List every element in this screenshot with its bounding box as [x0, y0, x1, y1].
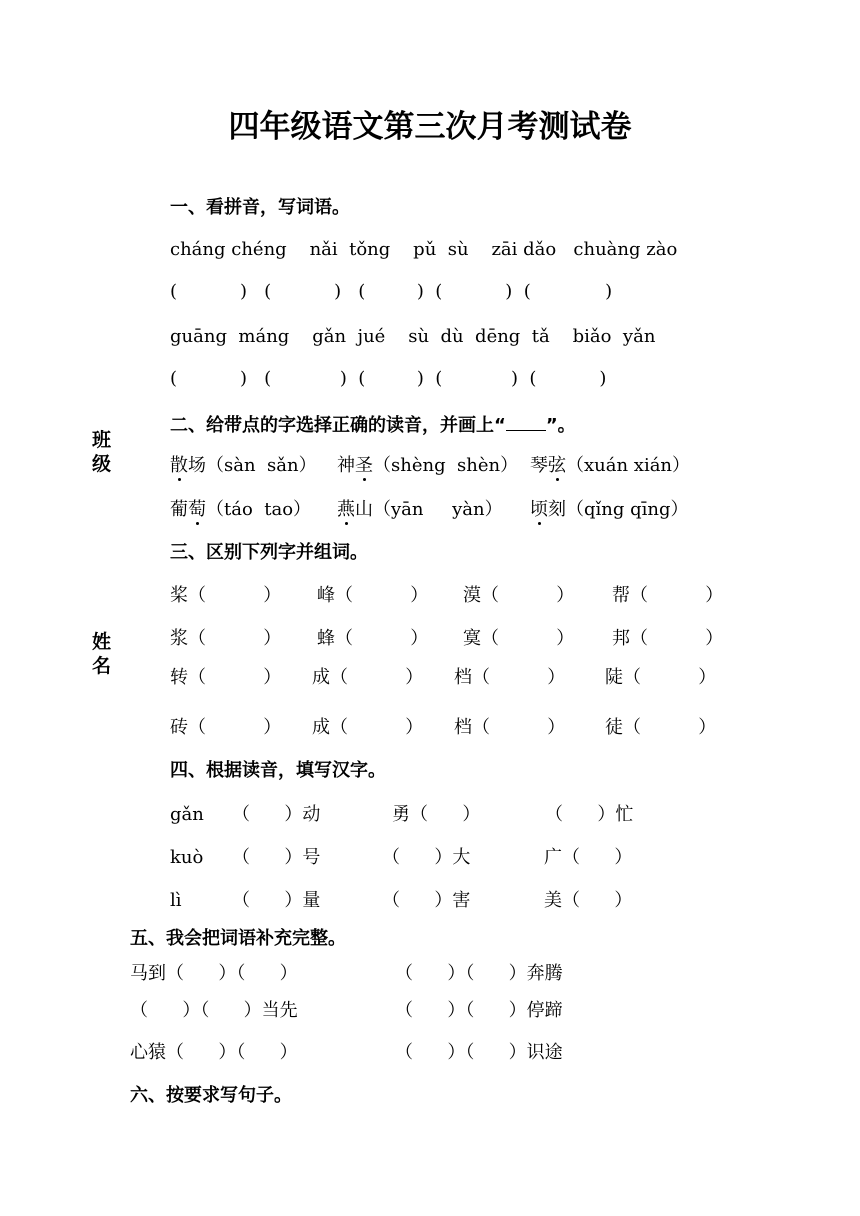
word-item[interactable]: 转（ ） — [170, 667, 282, 688]
word-item[interactable]: 帮（ ） — [612, 585, 724, 606]
hanzi-blank[interactable]: （ ）动 — [232, 804, 321, 825]
word-item[interactable]: 徒（ ） — [605, 717, 717, 738]
word-item[interactable]: 陡（ ） — [605, 667, 717, 688]
word-item[interactable]: 砖（ ） — [170, 717, 282, 738]
word-item[interactable]: 成（ ） — [312, 717, 424, 738]
section-2-heading — [170, 414, 576, 435]
pinyin-row: guāng máng gǎn jué sù dù dēng tǎ biǎo yǎn — [170, 326, 656, 347]
word-item[interactable]: 浆（ ） — [170, 628, 282, 649]
hanzi-blank[interactable]: （ ）号 — [232, 847, 321, 868]
word-item[interactable]: 邦（ ） — [612, 628, 724, 649]
answer-blanks-row[interactable]: ( ) ( ) ( ) ( ) ( ) — [170, 281, 613, 302]
reading-item[interactable]: 神圣（shèng shèn） — [337, 455, 519, 476]
class-label: 班级 — [92, 429, 112, 475]
reading-item[interactable]: 顷刻（qǐng qīng） — [530, 499, 689, 520]
dotted-char: 燕 — [337, 499, 355, 520]
section-1-heading: 一、看拼音，写词语。 — [170, 197, 350, 218]
answer-blanks-row[interactable]: ( ) ( ) ( ) ( ) ( ) — [170, 368, 607, 389]
idiom-item[interactable]: （ ）（ ）当先 — [130, 1000, 298, 1021]
pinyin-label: gǎn — [170, 804, 204, 825]
page-title: 四年级语文第三次月考测试卷 — [228, 109, 632, 145]
heading-text: ”。 — [545, 415, 576, 436]
heading-text: 二、给带点的字选择正确的读音，并画上“ — [170, 415, 506, 436]
idiom-item[interactable]: 心猿（ ）（ ） — [130, 1042, 298, 1063]
hanzi-blank[interactable]: 勇（ ） — [392, 804, 481, 825]
section-6-heading: 六、按要求写句子。 — [130, 1085, 292, 1106]
pinyin-label: kuò — [170, 847, 204, 868]
dotted-char: 顷 — [530, 499, 548, 520]
pinyin-row: cháng chéng nǎi tǒng pǔ sù zāi dǎo chuàng zào — [170, 239, 678, 260]
dotted-char: 散 — [170, 455, 188, 476]
hanzi-blank[interactable]: （ ）忙 — [545, 804, 634, 825]
section-4-heading: 四、根据读音，填写汉字。 — [170, 760, 386, 781]
name-label: 姓名 — [92, 631, 112, 677]
idiom-item[interactable]: （ ）（ ）停蹄 — [395, 1000, 563, 1021]
idiom-item[interactable]: （ ）（ ）奔腾 — [395, 963, 563, 984]
word-item[interactable]: 漠（ ） — [463, 585, 575, 606]
dotted-char: 萄 — [188, 499, 206, 520]
word-item[interactable]: 桨（ ） — [170, 585, 282, 606]
word-item[interactable]: 档（ ） — [454, 667, 566, 688]
underline-mark — [506, 414, 546, 431]
reading-item[interactable]: 散场（sàn sǎn） — [170, 455, 317, 476]
hanzi-blank[interactable]: 广（ ） — [544, 847, 633, 868]
word-item[interactable]: 蜂（ ） — [317, 628, 429, 649]
pinyin-label: lì — [170, 890, 182, 911]
hanzi-blank[interactable]: （ ）大 — [382, 847, 471, 868]
idiom-item[interactable]: 马到（ ）（ ） — [130, 963, 298, 984]
word-item[interactable]: 寞（ ） — [463, 628, 575, 649]
word-item[interactable]: 峰（ ） — [317, 585, 429, 606]
reading-item[interactable]: 琴弦（xuán xián） — [530, 455, 691, 476]
section-5-heading: 五、我会把词语补充完整。 — [130, 928, 346, 949]
reading-item[interactable]: 燕山（yān yàn） — [337, 499, 503, 520]
hanzi-blank[interactable]: （ ）害 — [382, 890, 471, 911]
word-item[interactable]: 成（ ） — [312, 667, 424, 688]
idiom-item[interactable]: （ ）（ ）识途 — [395, 1042, 563, 1063]
dotted-char: 圣 — [355, 455, 373, 476]
hanzi-blank[interactable]: （ ）量 — [232, 890, 321, 911]
dotted-char: 弦 — [548, 455, 566, 476]
section-3-heading: 三、区别下列字并组词。 — [170, 542, 368, 563]
reading-item[interactable]: 葡萄（táo tao） — [170, 499, 312, 520]
word-item[interactable]: 档（ ） — [454, 717, 566, 738]
hanzi-blank[interactable]: 美（ ） — [544, 890, 633, 911]
